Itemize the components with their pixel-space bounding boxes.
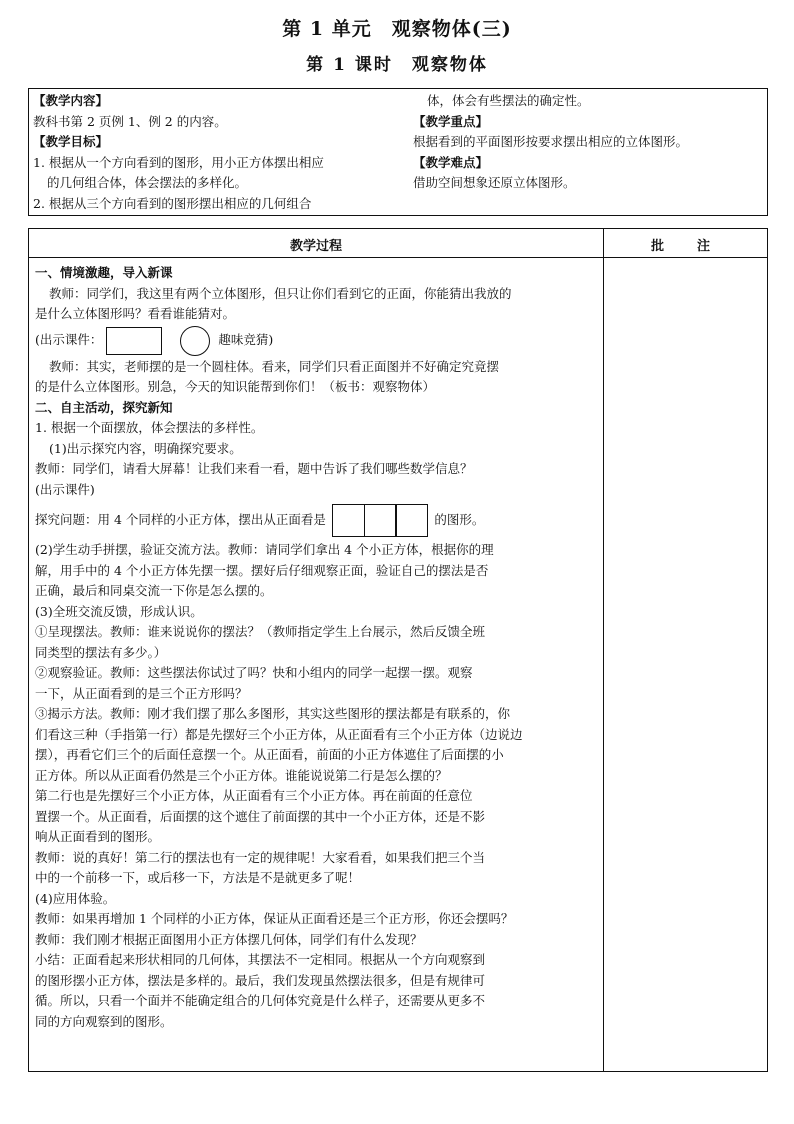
- header-divider: [29, 257, 767, 258]
- paragraph-line: 教师：说的真好！第二行的摆法也有一定的规律呢！大家看看，如果我们把三个当: [35, 849, 486, 865]
- paragraph-line: (1)出示探究内容，明确探究要求。: [49, 440, 242, 456]
- info-right-column: [413, 91, 763, 194]
- info-line: 的几何组合体，体会摆法的多样化。: [47, 175, 248, 190]
- paragraph-line: 置摆一个。从正面看，后面摆的这个遮住了前面摆的其中一个小正方体，还是不影: [35, 808, 486, 824]
- section-heading-2: 二、自主活动，探究新知: [35, 399, 173, 415]
- paragraph-line: (2)学生动手拼摆，验证交流方法。教师：请同学们拿出 4 个小正方体，根据你的理: [35, 542, 494, 557]
- paragraph-line: 1. 根据一个面摆放，体会摆法的多样性。: [35, 420, 264, 435]
- lesson-subtitle: 第 1 课时 观察物体: [306, 55, 488, 75]
- info-line: 【教学内容】: [33, 93, 109, 108]
- courseware-row: [35, 325, 597, 357]
- paragraph-line: 的图形摆小正方体，摆法是多样的。最后，我们发现虽然摆法很多，但是有规律可: [35, 972, 486, 988]
- paragraph-line: 解，用手中的 4 个小正方体先摆一摆。摆好后仔细观察正面，验证自己的摆法是否: [35, 562, 489, 578]
- paragraph-line: 们看这三种（手指第一行）都是先摆好三个小正方体，从正面看有三个小正方体（边说边: [35, 726, 523, 742]
- info-line: 根据看到的平面图形按要求摆出相应的立体图形。: [413, 134, 689, 149]
- paragraph-line: ③揭示方法。教师：刚才我们摆了那么多图形，其实这些图形的摆法都是有联系的，你: [35, 706, 511, 721]
- info-line: 借助空间想象还原立体图形。: [413, 175, 576, 190]
- question-suffix: 的图形。: [434, 511, 485, 527]
- paragraph-line: 教师：同学们，我这里有两个立体图形，但只让你们看到它的正面，你能猜出我放的: [49, 285, 512, 301]
- paragraph-line: 摆），再看它们三个的后面任意摆一个。从正面看，前面的小正方体遮住了后面摆的小: [35, 747, 504, 762]
- square-shape: [332, 504, 365, 537]
- column-divider: [603, 229, 604, 1071]
- courseware-prefix: (出示课件：: [35, 332, 103, 348]
- paragraph-line: ①呈现摆法。教师：谁来说说你的摆法？（教师指定学生上台展示，然后反馈全班: [35, 624, 486, 639]
- info-line: 【教学目标】: [33, 134, 109, 149]
- paragraph-line: ②观察验证。教师：这些摆法你试过了吗？快和小组内的同学一起摆一摆。观察: [35, 665, 473, 680]
- paragraph-line: 同类型的摆法有多少。）: [35, 644, 167, 660]
- paragraph-line: (3)全班交流反馈，形成认识。: [35, 603, 203, 619]
- process-content: [35, 263, 597, 1032]
- three-squares-figure: [332, 504, 428, 537]
- paragraph-line: 教师：同学们，请看大屏幕！让我们来看一看，题中告诉了我们哪些数学信息？: [35, 461, 473, 476]
- paragraph-line: 是什么立体图形吗？看看谁能猜对。: [35, 306, 236, 321]
- paragraph-line: 响从正面看到的图形。: [35, 829, 161, 844]
- paragraph-line: (4)应用体验。: [35, 890, 116, 906]
- paragraph-line: 同的方向观察到的图形。: [35, 1013, 173, 1029]
- question-prefix: 探究问题：用 4 个同样的小正方体，摆出从正面看是: [35, 511, 326, 527]
- process-column-header: 教学过程: [289, 239, 342, 254]
- square-shape: [364, 504, 397, 537]
- paragraph-line: 正确，最后和同桌交流一下你是怎么摆的。: [35, 583, 273, 598]
- info-left-column: [33, 91, 403, 214]
- courseware-suffix: 趣味竞猜): [218, 332, 274, 348]
- rectangle-figure: [106, 327, 162, 355]
- lesson-info-box: [28, 88, 768, 216]
- paragraph-line: (出示课件): [35, 481, 95, 497]
- paragraph-line: 一下，从正面看到的是三个正方形吗？: [35, 685, 248, 701]
- paragraph-line: 中的一个前移一下，或后移一下，方法是不是就更多了呢！: [35, 870, 361, 885]
- notes-column-header: 批 注: [650, 239, 720, 254]
- paragraph-line: 第二行也是先摆好三个小正方体，从正面看有三个小正方体。再在前面的任意位: [35, 788, 473, 803]
- paragraph-line: 正方体。所以从正面看仍然是三个小正方体。谁能说说第二行是怎么摆的？: [35, 767, 448, 783]
- info-line: 2. 根据从三个方向看到的图形摆出相应的几何组合: [33, 195, 312, 211]
- paragraph-line: 小结：正面看起来形状相同的几何体，其摆法不一定相同。根据从一个方向观察到: [35, 952, 486, 967]
- paragraph-line: 教师：其实，老师摆的是一个圆柱体。看来，同学们只看正面图并不好确定究竟摆: [49, 358, 500, 374]
- square-shape: [395, 504, 428, 537]
- teaching-process-table: [28, 228, 768, 1072]
- paragraph-line: 的是什么立体图形。别急，今天的知识能帮到你们！（板书：观察物体）: [35, 379, 436, 394]
- page-title: 第 1 单元 观察物体(三): [282, 18, 512, 40]
- info-line: 1. 根据从一个方向看到的图形，用小正方体摆出相应: [33, 154, 324, 170]
- question-row: [35, 500, 597, 540]
- info-line: 【教学重点】: [413, 113, 489, 129]
- paragraph-line: 循。所以，只看一个面并不能确定组合的几何体究竟是什么样子，还需要从更多不: [35, 993, 486, 1008]
- info-line: 体，体会有些摆法的确定性。: [427, 93, 590, 108]
- circle-figure: [180, 326, 210, 356]
- info-line: 【教学难点】: [413, 154, 489, 170]
- paragraph-line: 教师：如果再增加 1 个同样的小正方体，保证从正面看还是三个正方形，你还会摆吗？: [35, 911, 514, 926]
- info-line: 教科书第 2 页例 1、例 2 的内容。: [33, 113, 227, 129]
- paragraph-line: 教师：我们刚才根据正面图用小正方体摆几何体，同学们有什么发现？: [35, 931, 423, 947]
- process-lines: [35, 540, 597, 1032]
- section-heading-1: 一、情境激趣，导入新课: [35, 265, 173, 280]
